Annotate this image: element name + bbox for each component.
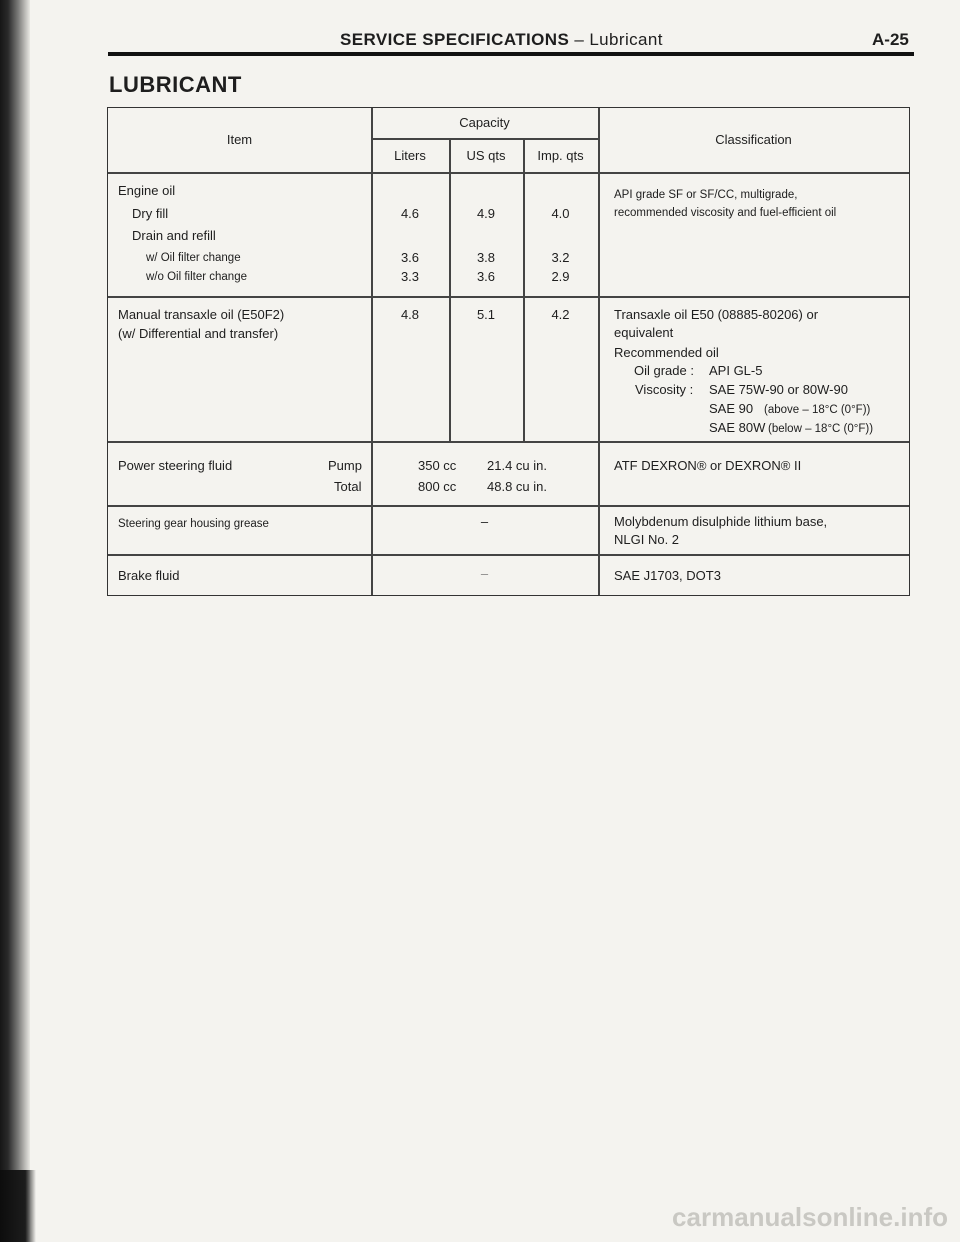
power-steering-row-bottom-rule: [108, 505, 909, 507]
header-us-qts: US qts: [466, 148, 506, 163]
transaxle-liters: 4.8: [400, 307, 420, 322]
lubricant-table: [107, 107, 910, 596]
engine-dry-usqts: 4.9: [476, 206, 496, 221]
sae90-value: SAE 90: [709, 401, 754, 416]
sae80-condition: (below – 18°C (0°F)): [768, 423, 874, 435]
engine-wofilter-usqts: 3.6: [476, 269, 496, 284]
classification-column-rule: [598, 108, 600, 595]
header-divider: [108, 52, 914, 56]
transaxle-label-2: (w/ Differential and transfer): [118, 326, 279, 341]
pump-cuin: 21.4 cu in.: [487, 458, 547, 473]
transaxle-classification-1: Transaxle oil E50 (08885-80206) or: [614, 307, 819, 322]
engine-oil-without-filter: w/o Oil filter change: [146, 271, 247, 283]
steering-gear-classification-1: Molybdenum disulphide lithium base,: [614, 514, 828, 529]
page-header-title: [340, 30, 663, 50]
engine-row-bottom-rule: [108, 296, 909, 298]
header-imp-qts: Imp. qts: [537, 148, 584, 163]
transaxle-classification-2: equivalent: [614, 325, 674, 340]
total-cuin: 48.8 cu in.: [487, 479, 547, 494]
sae90-condition: (above – 18°C (0°F)): [764, 404, 871, 416]
engine-wfilter-usqts: 3.8: [476, 250, 496, 265]
usqts-column-rule: [523, 139, 525, 441]
transaxle-recommended: Recommended oil: [614, 345, 719, 360]
header-capacity: Capacity: [459, 115, 510, 130]
oil-grade-value: API GL-5: [709, 363, 763, 378]
header-bottom-rule: [108, 172, 909, 174]
engine-dry-liters: 4.6: [400, 206, 420, 221]
transaxle-row-bottom-rule: [108, 441, 909, 443]
header-liters: Liters: [394, 148, 426, 163]
header-section: SERVICE SPECIFICATIONS: [340, 30, 570, 49]
engine-wfilter-liters: 3.6: [400, 250, 420, 265]
sae80-value: SAE 80W: [709, 420, 766, 435]
engine-wofilter-liters: 3.3: [400, 269, 420, 284]
transaxle-label-1: Manual transaxle oil (E50F2): [118, 307, 285, 322]
watermark-text: carmanualsonline.info: [672, 1202, 948, 1232]
brake-fluid-label: Brake fluid: [118, 568, 180, 583]
power-steering-classification: ATF DEXRON® or DEXRON® II: [614, 458, 802, 473]
watermark-logo: [0, 1196, 960, 1236]
engine-oil-label: Engine oil: [118, 183, 176, 198]
page-binding-edge: [0, 0, 30, 1242]
power-steering-total: Total: [334, 479, 362, 494]
steering-gear-classification-2: NLGI No. 2: [614, 532, 680, 547]
header-rule-capacity: [371, 138, 598, 140]
header-item: Item: [226, 132, 253, 147]
viscosity-label: Viscosity :: [635, 382, 694, 397]
engine-oil-with-filter: w/ Oil filter change: [146, 252, 241, 264]
brake-fluid-capacity: –: [480, 566, 489, 581]
header-classification: Classification: [715, 132, 792, 147]
liters-column-rule: [449, 139, 451, 441]
page-number: A-25: [872, 30, 909, 49]
pump-cc: 350 cc: [418, 458, 457, 473]
steering-gear-row-bottom-rule: [108, 554, 909, 556]
engine-oil-classification-1: API grade SF or SF/CC, multigrade,: [614, 189, 798, 201]
header-subsection: – Lubricant: [574, 30, 663, 49]
brake-fluid-classification: SAE J1703, DOT3: [614, 568, 721, 583]
engine-wofilter-impqts: 2.9: [551, 269, 570, 284]
transaxle-impqts: 4.2: [551, 307, 570, 322]
viscosity-value: SAE 75W-90 or 80W-90: [709, 382, 848, 397]
transaxle-usqts: 5.1: [476, 307, 496, 322]
steering-gear-label: Steering gear housing grease: [118, 518, 269, 530]
engine-wfilter-impqts: 3.2: [551, 250, 570, 265]
power-steering-label: Power steering fluid: [118, 458, 233, 473]
oil-grade-label: Oil grade :: [634, 363, 694, 378]
engine-oil-drain-refill: Drain and refill: [132, 228, 216, 243]
steering-gear-capacity: –: [480, 514, 489, 529]
engine-oil-dry-fill: Dry fill: [132, 206, 169, 221]
section-heading: LUBRICANT: [109, 72, 242, 97]
power-steering-pump: Pump: [328, 458, 362, 473]
engine-dry-impqts: 4.0: [551, 206, 570, 221]
total-cc: 800 cc: [418, 479, 457, 494]
engine-oil-classification-2: recommended viscosity and fuel-efficient oil: [614, 207, 837, 219]
